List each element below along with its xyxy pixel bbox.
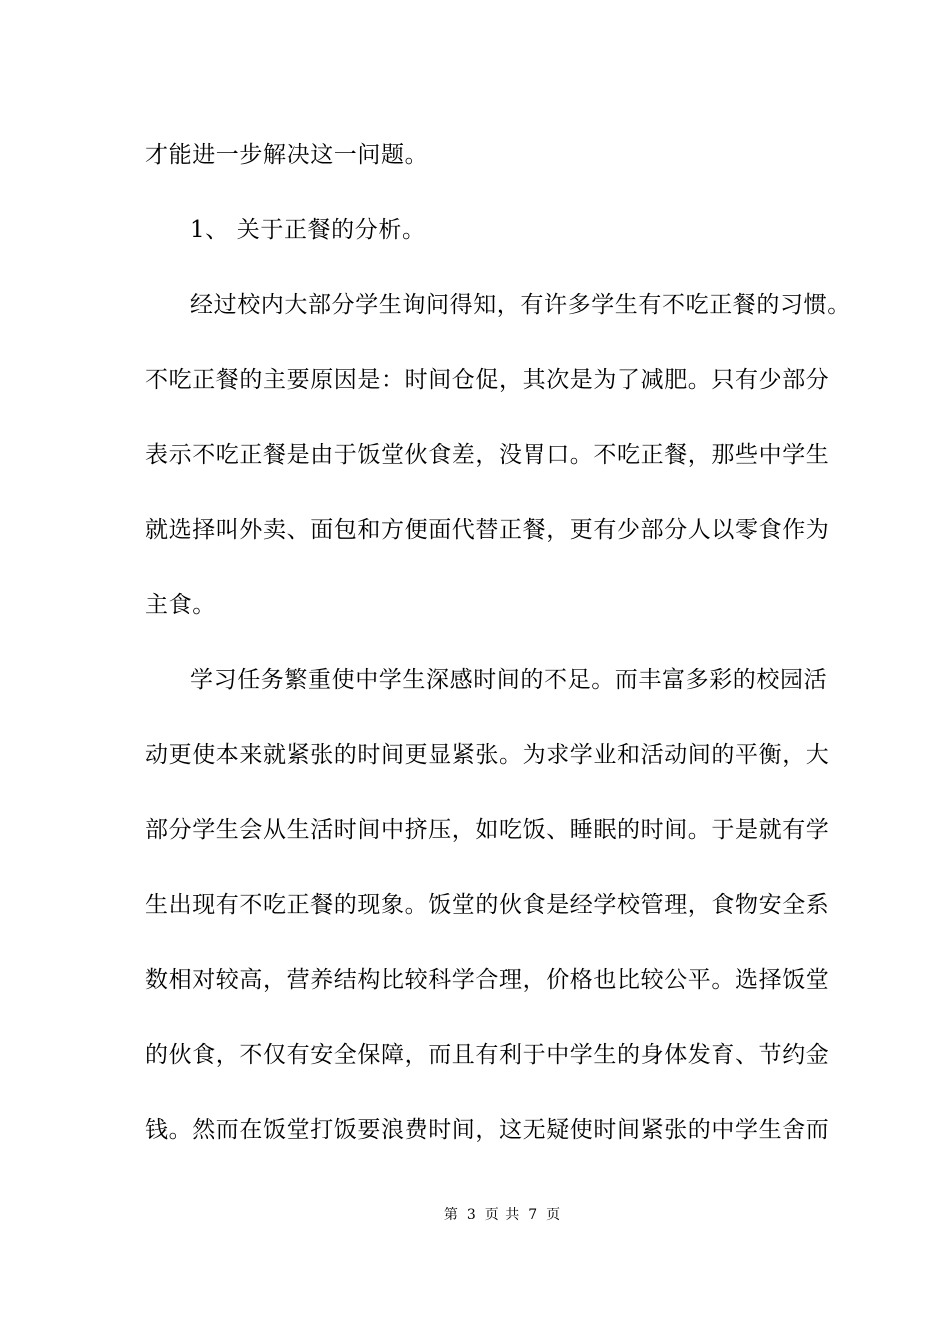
text-line: 动更使本来就紧张的时间更显紧张。为求学业和活动间的平衡，大: [145, 742, 830, 768]
text-line: 才能进一步解决这一问题。: [145, 142, 429, 168]
text-line: 的伙食，不仅有安全保障，而且有利于中学生的身体发育、节约金: [145, 1042, 830, 1068]
footer-middle: 页 共: [484, 1207, 521, 1223]
footer-prefix: 第: [443, 1207, 459, 1223]
text-line: 经过校内大部分学生询问得知，有许多学生有不吃正餐的习惯。: [190, 292, 851, 318]
text-line: 不吃正餐的主要原因是：时间仓促，其次是为了减肥。只有少部分: [145, 367, 830, 393]
text-line: 数相对较高，营养结构比较科学合理，价格也比较公平。选择饭堂: [145, 967, 830, 993]
footer-suffix: 页: [546, 1207, 562, 1223]
page-number: 3: [466, 1207, 477, 1223]
text-line: 部分学生会从生活时间中挤压，如吃饭、睡眠的时间。于是就有学: [145, 817, 830, 843]
section-heading: 1、 关于正餐的分析。: [190, 217, 426, 243]
text-line: 钱。然而在饭堂打饭要浪费时间，这无疑使时间紧张的中学生舍而: [145, 1117, 830, 1143]
text-line: 学习任务繁重使中学生深感时间的不足。而丰富多彩的校园活: [190, 667, 828, 693]
text-line: 主食。: [145, 592, 216, 618]
page-footer: [0, 1206, 950, 1224]
text-line: 就选择叫外卖、面包和方便面代替正餐，更有少部分人以零食作为: [145, 517, 830, 543]
text-line: 生出现有不吃正餐的现象。饭堂的伙食是经学校管理，食物安全系: [145, 892, 830, 918]
text-line: 表示不吃正餐是由于饭堂伙食差，没胃口。不吃正餐，那些中学生: [145, 442, 830, 468]
page-total: 7: [528, 1207, 539, 1223]
